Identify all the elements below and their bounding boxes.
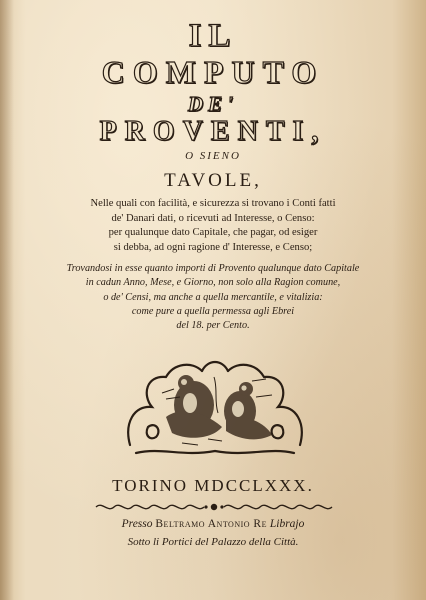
publisher-line	[0, 518, 426, 530]
publisher-address: Sotto li Portici del Palazzo della Città.	[127, 536, 299, 548]
title-line-il: IL	[188, 18, 238, 54]
title-line-o-sieno: O SIENO	[185, 150, 241, 162]
description-line: per qualunque dato Capitale, che pagar, od esiger	[108, 227, 318, 238]
engraved-vignette	[122, 353, 308, 459]
publisher-prefix: Presso	[121, 518, 153, 530]
publisher-name: Beltramo Antonio Re	[155, 518, 267, 530]
title-line-computo: COMPUTO	[101, 54, 325, 90]
publisher-suffix: Librajo	[269, 518, 305, 530]
note-line: o de' Censi, ma anche a quella mercantile, e vitalizia:	[103, 291, 323, 303]
ornamental-rule	[92, 499, 336, 515]
description-line: Nelle quali con facilità, e sicurezza si trovano i Conti fatti	[90, 198, 336, 209]
note-line: in cadun Anno, Mese, e Giorno, non solo alla Ragion comune,	[85, 277, 341, 289]
title-line-tavole: TAVOLE,	[164, 170, 262, 191]
note-block	[0, 262, 426, 333]
description-line: si debba, ad ogni ragione d' Interesse, e Censo;	[113, 241, 313, 253]
title-line-proventi: PROVENTI,	[99, 116, 327, 147]
note-line: del 18. per Cento.	[176, 320, 250, 332]
title-line-de: DE'	[187, 92, 238, 116]
note-line: come pure a quella permessa agli Ebrei	[131, 305, 295, 317]
description-line: de' Danari dati, o ricevuti ad Interesse, o Censo:	[111, 212, 315, 224]
description-block	[0, 197, 426, 255]
place-and-date: TORINO MDCCLXXX.	[112, 476, 314, 495]
note-line: Trovandosi in esse quanto importi di Provento qualunque dato Capitale	[66, 263, 360, 274]
